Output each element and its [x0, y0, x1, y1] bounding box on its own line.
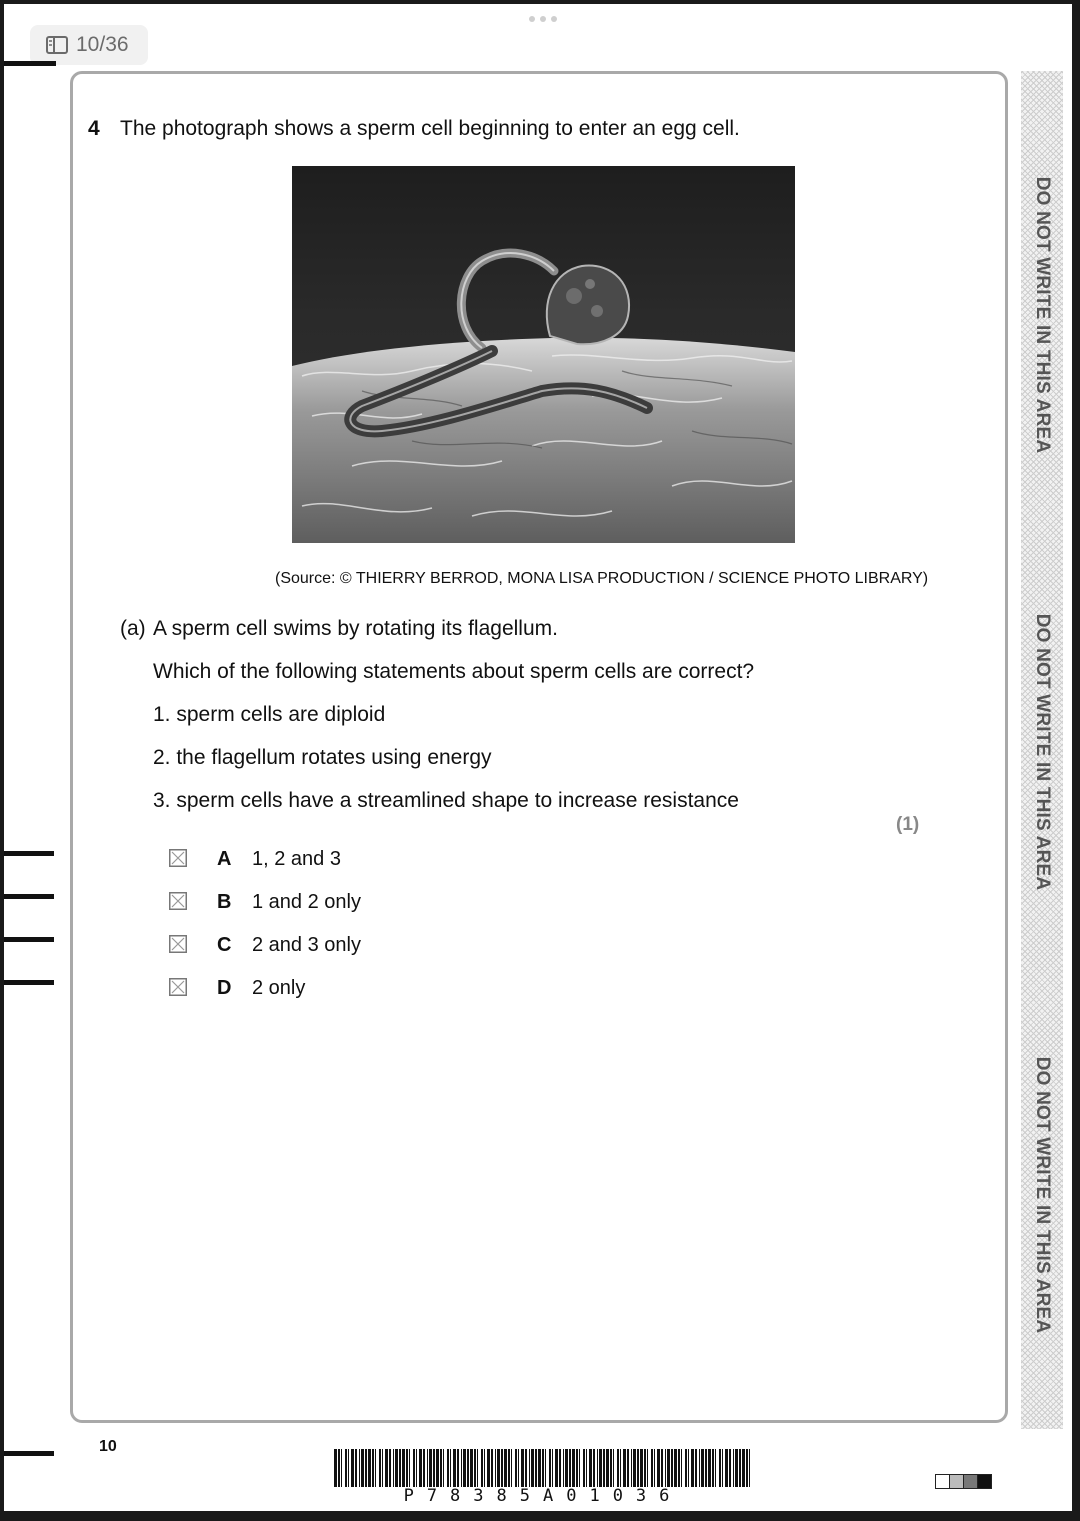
barcode-bar — [427, 1449, 428, 1487]
option-d-text: 2 only — [252, 977, 306, 999]
barcode-bar — [640, 1449, 643, 1487]
option-a-checkbox[interactable] — [169, 849, 187, 867]
option-d-letter: D — [217, 977, 232, 999]
barcode-bar — [334, 1449, 337, 1487]
option-b-checkbox[interactable] — [169, 892, 187, 910]
barcode-bar — [497, 1449, 500, 1487]
barcode-bar — [722, 1449, 723, 1487]
barcode-bar — [565, 1449, 568, 1487]
barcode-bar — [651, 1449, 653, 1487]
barcode-bar — [657, 1449, 660, 1487]
option-b-text: 1 and 2 only — [252, 891, 361, 913]
barcode-bar — [701, 1449, 704, 1487]
barcode-bar — [379, 1449, 381, 1487]
barcode-bar — [613, 1449, 614, 1487]
part-label: (a) — [120, 617, 146, 640]
edge-tick — [4, 851, 54, 856]
edge-tick — [4, 61, 56, 66]
barcode-bar — [572, 1449, 575, 1487]
barcode-bar — [382, 1449, 383, 1487]
option-a-letter: A — [217, 848, 232, 870]
barcode-bar — [746, 1449, 748, 1487]
barcode-bar — [708, 1449, 711, 1487]
margin-notice: DO NOT WRITE IN THIS AREA — [1032, 176, 1053, 454]
barcode-bar — [661, 1449, 663, 1487]
barcode-bar — [429, 1449, 432, 1487]
option-c-letter: C — [217, 934, 232, 956]
barcode-bar — [457, 1449, 459, 1487]
page-indicator-text: 10/36 — [76, 33, 129, 56]
barcode-bar — [569, 1449, 571, 1487]
barcode-bar — [644, 1449, 646, 1487]
barcode-bar — [733, 1449, 734, 1487]
barcode-bar — [695, 1449, 697, 1487]
barcode-text: P78385A01036 — [403, 1486, 683, 1506]
barcode-bar — [355, 1449, 357, 1487]
barcode-bar — [467, 1449, 469, 1487]
barcode-bar — [359, 1449, 360, 1487]
barcode-bar — [712, 1449, 714, 1487]
barcode-bar — [372, 1449, 374, 1487]
option-b-letter: B — [217, 891, 232, 913]
barcode-bar — [538, 1449, 541, 1487]
barcode-bar — [579, 1449, 580, 1487]
barcode-bar — [495, 1449, 496, 1487]
barcode-bar — [610, 1449, 612, 1487]
barcode-bar — [586, 1449, 587, 1487]
margin-notice: DO NOT WRITE IN THIS AREA — [1032, 613, 1053, 891]
barcode-bar — [395, 1449, 398, 1487]
barcode-bar — [576, 1449, 578, 1487]
barcode-bar — [559, 1449, 561, 1487]
barcode-bar — [606, 1449, 609, 1487]
barcode-bar — [531, 1449, 534, 1487]
option-c-text: 2 and 3 only — [252, 934, 361, 956]
barcode-bar — [436, 1449, 439, 1487]
barcode-bar — [447, 1449, 449, 1487]
barcode-bar — [375, 1449, 376, 1487]
sidebar-icon — [46, 36, 68, 54]
edge-tick — [4, 937, 54, 942]
barcode-bar — [631, 1449, 632, 1487]
barcode-bar — [453, 1449, 456, 1487]
barcode-bar — [491, 1449, 493, 1487]
barcode-bar — [487, 1449, 490, 1487]
marks-allocation: (1) — [896, 814, 920, 835]
barcode-bar — [515, 1449, 517, 1487]
edge-tick — [4, 980, 54, 985]
barcode-bar — [433, 1449, 435, 1487]
barcode-bar — [725, 1449, 728, 1487]
statement: 1. sperm cells are diploid — [153, 703, 386, 726]
question-stem: The photograph shows a sperm cell beginning to enter an egg cell. — [120, 117, 740, 140]
barcode-bar — [617, 1449, 619, 1487]
barcode-bar — [416, 1449, 417, 1487]
barcode-bar — [678, 1449, 680, 1487]
barcode-bar — [681, 1449, 682, 1487]
barcode-bar — [423, 1449, 425, 1487]
edge-tick — [4, 1451, 54, 1456]
barcode-bar — [529, 1449, 530, 1487]
barcode-bar — [633, 1449, 636, 1487]
barcode-bar — [385, 1449, 388, 1487]
photo-source: (Source: © THIERRY BERROD, MONA LISA PRODUCTION / SCIENCE PHOTO LIBRARY) — [275, 570, 929, 587]
barcode-bar — [477, 1449, 478, 1487]
barcode-bar — [341, 1449, 342, 1487]
barcode-bar — [511, 1449, 512, 1487]
barcode-bar — [535, 1449, 537, 1487]
barcode-bar — [361, 1449, 364, 1487]
barcode-bar — [705, 1449, 707, 1487]
barcode — [334, 1449, 752, 1489]
barcode-bar — [719, 1449, 721, 1487]
page-number: 10 — [99, 1438, 117, 1455]
barcode-bar — [667, 1449, 670, 1487]
barcode-bar — [688, 1449, 689, 1487]
barcode-bar — [393, 1449, 394, 1487]
question-number: 4 — [88, 117, 100, 140]
barcode-bar — [647, 1449, 648, 1487]
barcode-bar — [504, 1449, 507, 1487]
barcode-bar — [443, 1449, 444, 1487]
barcode-bar — [627, 1449, 629, 1487]
barcode-bar — [583, 1449, 585, 1487]
barcode-bar — [623, 1449, 626, 1487]
barcode-bar — [461, 1449, 462, 1487]
barcode-bar — [484, 1449, 485, 1487]
barcode-bar — [338, 1449, 340, 1487]
barcode-bar — [470, 1449, 473, 1487]
barcode-bar — [501, 1449, 503, 1487]
barcode-bar — [603, 1449, 605, 1487]
barcode-bar — [549, 1449, 551, 1487]
barcode-bar — [402, 1449, 405, 1487]
barcode-bar — [545, 1449, 546, 1487]
edge-tick — [4, 894, 54, 899]
barcode-bar — [481, 1449, 483, 1487]
registration-squares — [935, 1474, 991, 1489]
barcode-bar — [474, 1449, 476, 1487]
page-indicator[interactable] — [30, 25, 148, 65]
sperm-egg-photo — [292, 166, 795, 543]
barcode-bar — [735, 1449, 738, 1487]
barcode-bar — [691, 1449, 694, 1487]
option-d-checkbox[interactable] — [169, 978, 187, 996]
barcode-bar — [563, 1449, 564, 1487]
barcode-bar — [508, 1449, 510, 1487]
barcode-bar — [409, 1449, 410, 1487]
barcode-bar — [749, 1449, 750, 1487]
drag-handle[interactable] — [529, 16, 557, 22]
option-c-checkbox[interactable] — [169, 935, 187, 953]
barcode-bar — [715, 1449, 716, 1487]
barcode-bar — [463, 1449, 466, 1487]
barcode-bar — [555, 1449, 558, 1487]
barcode-bar — [450, 1449, 451, 1487]
barcode-bar — [742, 1449, 745, 1487]
barcode-bar — [525, 1449, 527, 1487]
barcode-bar — [542, 1449, 544, 1487]
barcode-bar — [348, 1449, 349, 1487]
barcode-bar — [597, 1449, 598, 1487]
barcode-bar — [389, 1449, 391, 1487]
barcode-bar — [739, 1449, 741, 1487]
barcode-bar — [699, 1449, 700, 1487]
barcode-bar — [671, 1449, 673, 1487]
barcode-bar — [365, 1449, 367, 1487]
barcode-bar — [521, 1449, 524, 1487]
barcode-bar — [351, 1449, 354, 1487]
barcode-bar — [620, 1449, 621, 1487]
option-a-text: 1, 2 and 3 — [252, 848, 341, 870]
barcode-bar — [368, 1449, 371, 1487]
barcode-bar — [589, 1449, 592, 1487]
barcode-bar — [637, 1449, 639, 1487]
margin-notice: DO NOT WRITE IN THIS AREA — [1032, 1056, 1053, 1334]
barcode-bar — [413, 1449, 415, 1487]
barcode-bar — [552, 1449, 553, 1487]
part-text: A sperm cell swims by rotating its flagellum. — [153, 617, 558, 640]
barcode-bar — [406, 1449, 408, 1487]
barcode-bar — [593, 1449, 595, 1487]
exam-page — [4, 4, 1072, 1511]
barcode-bar — [518, 1449, 519, 1487]
barcode-bar — [729, 1449, 731, 1487]
barcode-bar — [674, 1449, 677, 1487]
barcode-bar — [599, 1449, 602, 1487]
barcode-bar — [440, 1449, 442, 1487]
barcode-bar — [685, 1449, 687, 1487]
question-prompt: Which of the following statements about sperm cells are correct? — [153, 660, 755, 683]
statement: 3. sperm cells have a streamlined shape to increase resistance — [153, 789, 739, 812]
barcode-bar — [345, 1449, 347, 1487]
barcode-bar — [419, 1449, 422, 1487]
barcode-bar — [654, 1449, 655, 1487]
barcode-bar — [399, 1449, 401, 1487]
barcode-bar — [665, 1449, 666, 1487]
statement: 2. the flagellum rotates using energy — [153, 746, 492, 769]
